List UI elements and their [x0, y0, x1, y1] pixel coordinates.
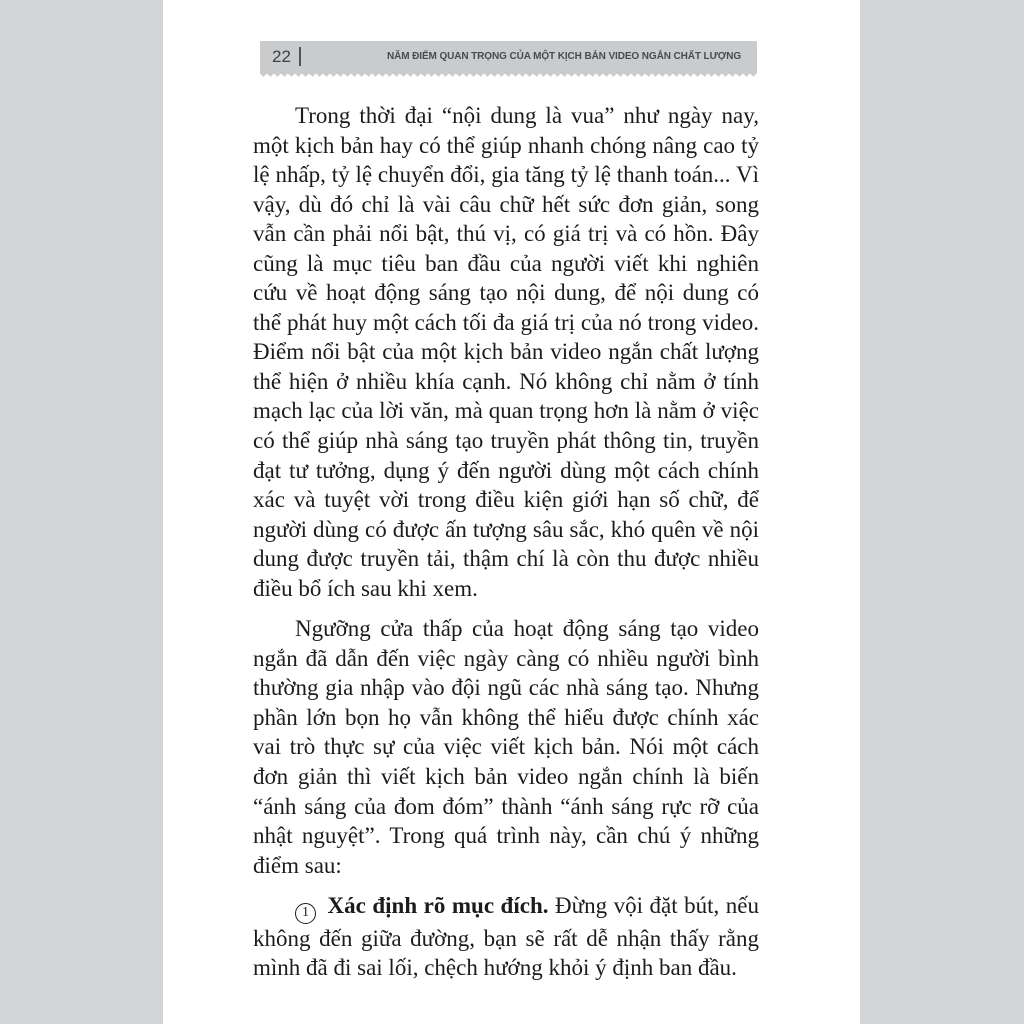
point-text: Đừng vội đặt bút, nếu không đến giữa đường, bạn sẽ rất dễ nhận thấy rằng mình đã đi sai lối, chệch hướng khỏi ý định ban đầu.	[253, 893, 760, 981]
running-header	[260, 41, 757, 72]
circled-number-icon	[295, 903, 316, 924]
running-header-title: NĂM ĐIỂM QUAN TRỌNG CỦA MỘT KỊCH BẢN VIDEO NGẮN CHẤT LƯỢNG	[387, 51, 741, 62]
body-text	[253, 101, 759, 983]
right-margin-band	[860, 0, 1024, 1024]
header-divider	[299, 47, 301, 66]
paragraph-intro: Trong thời đại “nội dung là vua” như ngày nay, một kịch bản hay có thể giúp nhanh chóng nâng cao tỷ lệ nhấp, tỷ lệ chuyển đổi, gia tăng tỷ lệ thanh toán... Vì vậy, dù đó chỉ là vài câu chữ hết sức đơn giản, song vẫn cần phải nổi bật, thú vị, có giá trị và có hồn. Đây cũng là mục tiêu ban đầu của người viết khi nghiên cứu về hoạt động sáng tạo nội dung, để nội dung có thể phát huy một cách tối đa giá trị của nó trong video. Điểm nổi bật của một kịch bản video ngắn chất lượng thể hiện ở nhiều khía cạnh. Nó không chỉ nằm ở tính mạch lạc của lời văn, mà quan trọng hơn là nằm ở việc có thể giúp nhà sáng tạo truyền phát thông tin, truyền đạt tư tưởng, dụng ý đến người dùng một cách chính xác và tuyệt vời trong điều kiện giới hạn số chữ, để người dùng có được ấn tượng sâu sắc, khó quên về nội dung được truyền tải, thậm chí là còn thu được nhiều điều bổ ích sau khi xem.	[253, 103, 759, 601]
left-margin-band	[0, 0, 163, 1024]
point-title: Xác định rõ mục đích.	[327, 893, 549, 919]
numbered-point-1	[253, 891, 759, 983]
paragraph-threshold: Ngưỡng cửa thấp của hoạt động sáng tạo video ngắn đã dẫn đến việc ngày càng có nhiều người bình thường gia nhập vào đội ngũ các nhà sáng tạo. Nhưng phần lớn bọn họ vẫn không thể hiểu được chính xác vai trò thực sự của việc viết kịch bản. Nói một cách đơn giản thì viết kịch bản video ngắn chính là biến “ánh sáng của đom đóm” thành “ánh sáng rực rỡ của nhật nguyệt”. Trong quá trình này, cần chú ý những điểm sau:	[253, 616, 759, 878]
circled-number-value: 1	[302, 905, 309, 921]
page-number: 22	[272, 47, 291, 66]
